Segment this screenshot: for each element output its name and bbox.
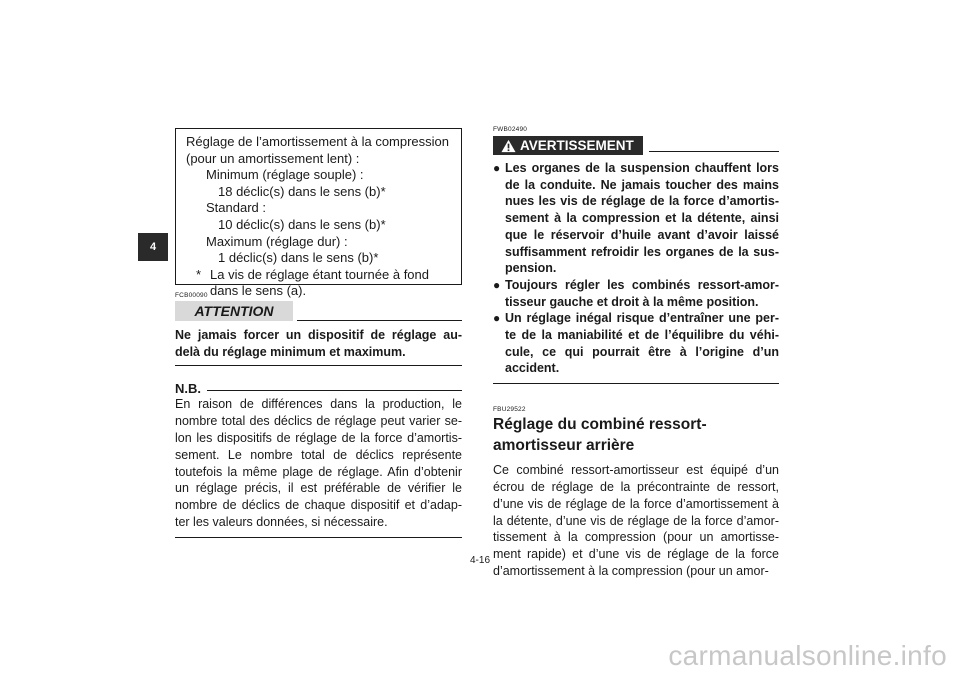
warning-rule: [649, 151, 779, 152]
section-title-line: amortisseur arrière: [493, 437, 635, 455]
spec-note: [186, 267, 457, 300]
warning-code: FWB02490: [493, 126, 528, 133]
spec-line: Réglage de l’amortissement à la compression: [186, 134, 450, 149]
spec-line: Minimum (réglage souple) :: [206, 167, 364, 183]
section-title-line: Réglage du combiné ressort-: [493, 416, 707, 434]
watermark: carmanualsonline.info: [668, 640, 947, 671]
bullet-icon: ●: [493, 311, 501, 326]
left-column: [175, 128, 462, 538]
note-text: La vis de réglage étant tournée à fond dans le sens (a).: [210, 266, 429, 299]
spec-line: Maximum (réglage dur) :: [206, 233, 348, 249]
bullet-icon: ●: [493, 277, 501, 292]
nb-rule: [207, 390, 462, 391]
nb-label: N.B.: [175, 381, 201, 397]
warning-label-box: [493, 136, 643, 155]
page-number: 4-16: [469, 555, 490, 566]
warning-item-text: Les organes de la suspension chauffent lors de la conduite. Ne jamais toucher des mains nues les vis de réglage de la force d’amortis-sement à la compression et la détente, ainsi que le réservoir d’huile avant d’avoir laissé suffisamment refroidir les organes de la sus-pension.: [505, 161, 779, 276]
attention-rule: [297, 320, 462, 321]
spec-line: (pour un amortissement lent) :: [186, 150, 360, 166]
spec-line: 10 déclic(s) dans le sens (b)*: [218, 216, 386, 232]
note-star: *: [196, 266, 202, 282]
spec-line: 18 déclic(s) dans le sens (b)*: [218, 183, 386, 199]
right-column: [493, 126, 779, 580]
warning-header: [493, 136, 779, 155]
spec-line: Standard :: [206, 200, 266, 216]
attention-header: [175, 301, 462, 321]
attention-code: FCB00090: [175, 292, 208, 299]
section-code: FBU29522: [493, 406, 526, 414]
warning-item: [493, 277, 779, 310]
warning-item-text: Toujours régler les combinés ressort-amor-tisseur gauche et droit à la même position.: [505, 277, 779, 309]
warning-item: [493, 160, 779, 277]
warning-list: [493, 160, 779, 384]
bullet-icon: ●: [493, 161, 501, 175]
spec-line: 1 déclic(s) dans le sens (b)*: [218, 250, 379, 266]
warning-triangle-icon: [501, 139, 516, 153]
attention-label: ATTENTION: [175, 301, 293, 321]
section-body: Ce combiné ressort-amortisseur est équipé d’un écrou de réglage de la précontrainte de ressort, d’une vis de réglage de la force d’amortissement à la détente, d’une vis de réglage de la force d’amor-tissement à la compression (pour un amortisse-ment rapide) et d’une vis de réglage de la force d’amortissement à la compression (pour un amor-: [493, 463, 779, 578]
nb-header: [175, 381, 462, 396]
attention-text: Ne jamais forcer un dispositif de réglage au-delà du réglage minimum et maximum.: [175, 327, 462, 366]
nb-text: En raison de différences dans la production, le nombre total des déclics de réglage peut varier se-lon les dispositifs de réglage de la force d’amortis-sement. Le nombre total de déclics représente toutefois la même plage de réglage. Afin d’obtenir un réglage précis, il est préférable de vérifier le nombre de déclics de chaque dispositif et d’adap-ter les valeurs données, si nécessaire.: [175, 396, 462, 537]
chapter-tab: 4: [138, 233, 168, 261]
warning-item: [493, 310, 779, 377]
warning-item-text: Un réglage inégal risque d’entraîner une per-te de la maniabilité et de l’équilibre du véhi-cule, ce qui pourrait être à l’origine d’un accident.: [505, 311, 779, 376]
section-title: [493, 414, 779, 456]
warning-label: AVERTISSEMENT: [520, 138, 634, 153]
